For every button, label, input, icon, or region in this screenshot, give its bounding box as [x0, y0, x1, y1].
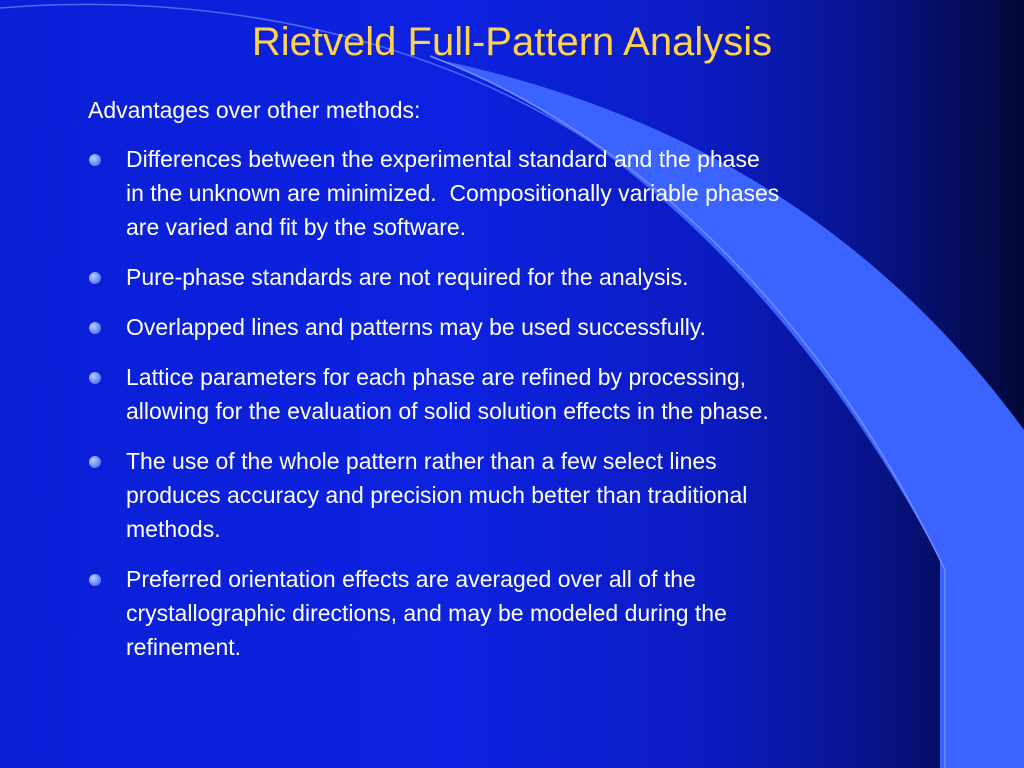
bullet-item	[88, 444, 948, 546]
bullet-dot-icon	[89, 272, 101, 284]
bullet-line: methods.	[126, 516, 221, 542]
bullet-dot-icon	[89, 456, 101, 468]
bullet-line: Differences between the experimental standard and the phase	[126, 146, 760, 172]
bullet-line: crystallographic directions, and may be modeled during the	[126, 600, 727, 626]
bullet-line: produces accuracy and precision much better than traditional	[126, 482, 748, 508]
bullet-dot-icon	[89, 154, 101, 166]
bullet-line: Overlapped lines and patterns may be used successfully.	[126, 314, 706, 340]
bullet-dot-icon	[89, 574, 101, 586]
intro-text: Advantages over other methods:	[88, 97, 421, 123]
bullet-line: Preferred orientation effects are averaged over all of the	[126, 566, 696, 592]
bullet-item	[88, 142, 948, 244]
bullet-line: refinement.	[126, 634, 242, 660]
bullet-item	[88, 260, 948, 294]
bullet-item	[88, 310, 948, 344]
bullet-line: Pure-phase standards are not required for the analysis.	[126, 264, 689, 290]
bullet-list	[88, 142, 948, 680]
bullet-line: are varied and fit by the software.	[126, 214, 467, 240]
bullet-dot-icon	[89, 322, 101, 334]
bullet-item	[88, 562, 948, 664]
bullet-line: allowing for the evaluation of solid solution effects in the phase.	[126, 398, 769, 424]
slide-title: Rietveld Full-Pattern Analysis	[251, 20, 773, 64]
bullet-line: Lattice parameters for each phase are refined by processing,	[126, 364, 747, 390]
bullet-line: The use of the whole pattern rather than a few select lines	[126, 448, 717, 474]
bullet-dot-icon	[89, 372, 101, 384]
bullet-item	[88, 360, 948, 428]
bullet-line: in the unknown are minimized. Compositionally variable phases	[126, 180, 780, 206]
